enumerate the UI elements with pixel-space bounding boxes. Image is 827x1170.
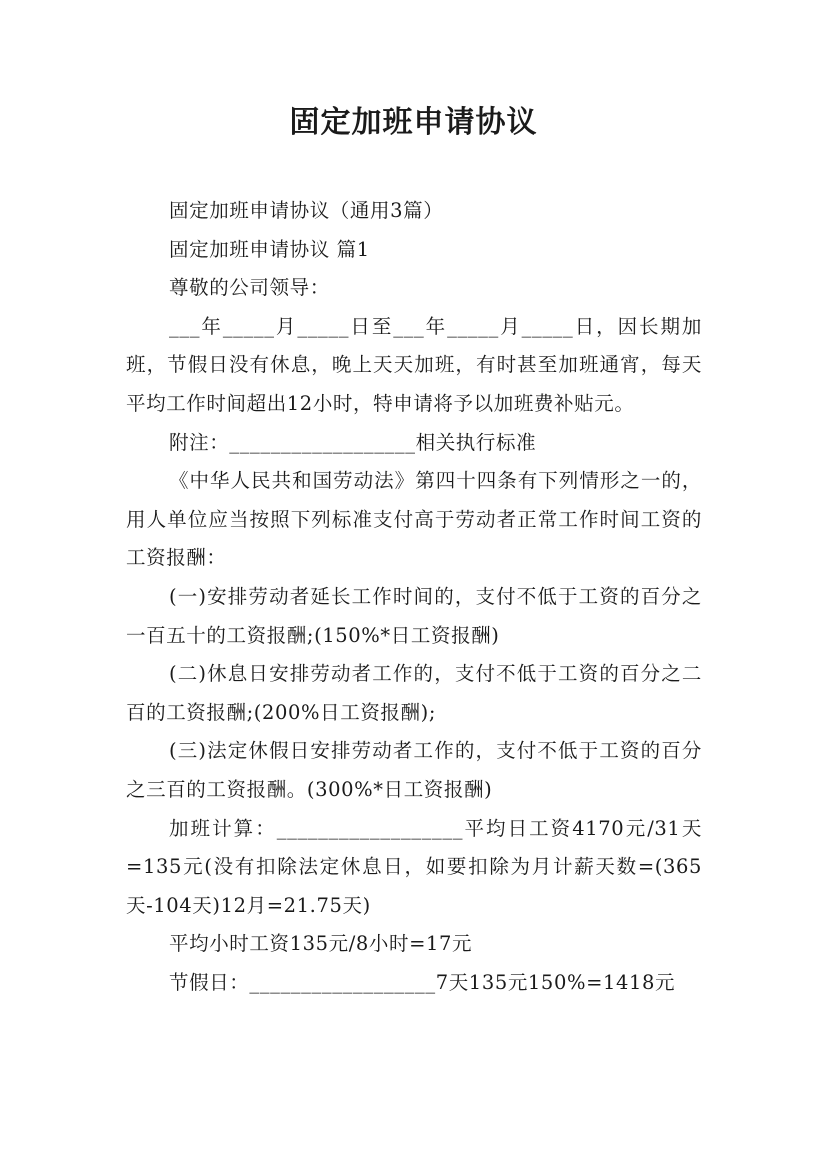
paragraph-calculation: 加班计算：__________________平均日工资4170元/31天=135元(没有扣除法定休息日，如要扣除为月计薪天数=(365天-104天)12月=21.75天) xyxy=(126,816,702,917)
document-title: 固定加班申请协议 xyxy=(289,105,538,140)
paragraph-item-1: (一)安排劳动者延长工作时间的，支付不低于工资的百分之一百五十的工资报酬;(150%*日工资报酬) xyxy=(126,584,702,647)
paragraph-item-2: (二)休息日安排劳动者工作的，支付不低于工资的百分之二百的工资报酬;(200%日工资报酬); xyxy=(126,662,702,724)
paragraph-item-3: (三)法定休假日安排劳动者工作的，支付不低于工资的百分之三百的工资报酬。(300%*日工资报酬) xyxy=(126,739,702,801)
paragraph-note: 附注：__________________相关执行标准 xyxy=(169,430,537,454)
paragraph-hourly-wage: 平均小时工资135元/8小时=17元 xyxy=(169,932,473,956)
paragraph-section-heading: 固定加班申请协议 篇1 xyxy=(169,237,370,261)
paragraph-subtitle: 固定加班申请协议（通用3篇） xyxy=(169,199,444,222)
paragraph-law: 《中华人民共和国劳动法》第四十四条有下列情形之一的，用人单位应当按照下列标准支付高于劳动者正常工作时间工资的工资报酬： xyxy=(126,469,702,570)
paragraph-request: ___年_____月_____日至___年_____月_____日，因长期加班，节假日没有休息，晚上天天加班，有时甚至加班通宵，每天平均工作时间超出12小时，特申请将予以加班费补贴元。 xyxy=(126,314,702,415)
paragraph-salutation: 尊敬的公司领导： xyxy=(169,276,330,300)
document-body xyxy=(126,192,702,1002)
paragraph-holiday: 节假日：__________________7天135元150%=1418元 xyxy=(169,970,676,994)
